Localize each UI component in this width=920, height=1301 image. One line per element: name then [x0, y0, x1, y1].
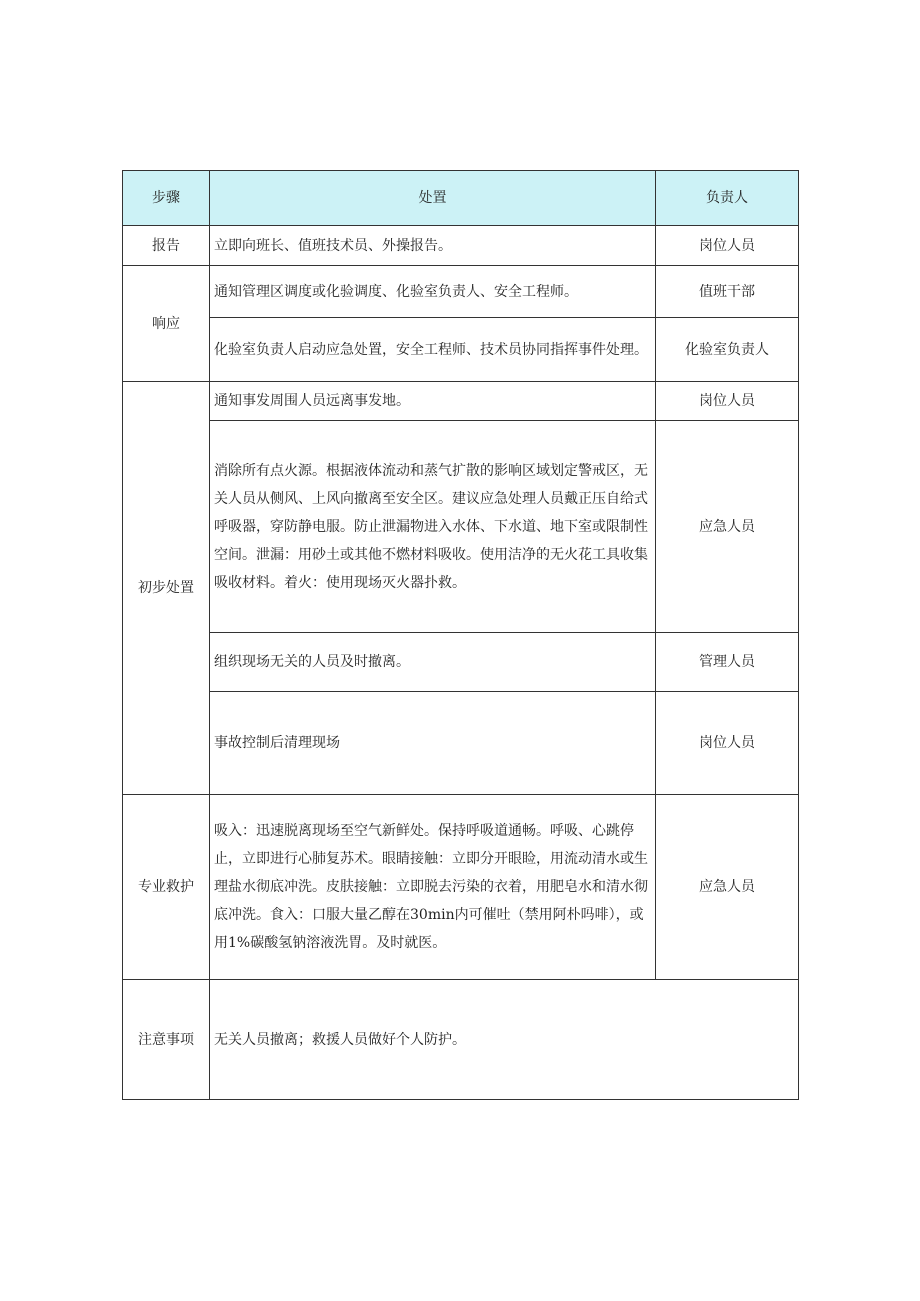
table-row	[123, 382, 799, 421]
step-professional-rescue: 专业救护	[123, 795, 210, 980]
step-response: 响应	[123, 266, 210, 382]
table-row	[123, 795, 799, 980]
responsible-cell: 化验室负责人	[656, 318, 799, 382]
action-cell: 吸入：迅速脱离现场至空气新鲜处。保持呼吸道通畅。呼吸、心跳停止，立即进行心肺复苏术。眼睛接触：立即分开眼睑，用流动清水或生理盐水彻底冲洗。皮肤接触：立即脱去污染的衣着，用肥皂水和清水彻底冲洗。食入：口服大量乙醇在30min内可催吐（禁用阿朴吗啡），或用1%碳酸氢钠溶液洗胃。及时就医。	[210, 795, 656, 980]
responsible-cell: 岗位人员	[656, 226, 799, 266]
table-row	[123, 226, 799, 266]
action-cell: 通知管理区调度或化验调度、化验室负责人、安全工程师。	[210, 266, 656, 318]
table-row	[123, 633, 799, 692]
action-cell: 立即向班长、值班技术员、外操报告。	[210, 226, 656, 266]
table-row	[123, 318, 799, 382]
action-cell: 消除所有点火源。根据液体流动和蒸气扩散的影响区域划定警戒区，无关人员从侧风、上风向撤离至安全区。建议应急处理人员戴正压自给式呼吸器，穿防静电服。防止泄漏物进入水体、下水道、地下室或限制性空间。泄漏：用砂土或其他不燃材料吸收。使用洁净的无火花工具收集吸收材料。着火：使用现场灭火器扑救。	[210, 421, 656, 633]
header-responsible: 负责人	[656, 171, 799, 226]
table-row	[123, 266, 799, 318]
table-row	[123, 980, 799, 1100]
action-cell: 通知事发周围人员远离事发地。	[210, 382, 656, 421]
responsible-cell: 值班干部	[656, 266, 799, 318]
responsible-cell: 岗位人员	[656, 692, 799, 795]
responsible-cell: 岗位人员	[656, 382, 799, 421]
header-action: 处置	[210, 171, 656, 226]
table-header-row	[123, 171, 799, 226]
responsible-cell: 管理人员	[656, 633, 799, 692]
action-cell: 事故控制后清理现场	[210, 692, 656, 795]
notes-cell: 无关人员撤离；救援人员做好个人防护。	[210, 980, 799, 1100]
responsible-cell: 应急人员	[656, 421, 799, 633]
action-cell: 化验室负责人启动应急处置，安全工程师、技术员协同指挥事件处理。	[210, 318, 656, 382]
action-cell: 组织现场无关的人员及时撤离。	[210, 633, 656, 692]
responsible-cell: 应急人员	[656, 795, 799, 980]
table-row	[123, 692, 799, 795]
header-step: 步骤	[123, 171, 210, 226]
step-report: 报告	[123, 226, 210, 266]
step-notes: 注意事项	[123, 980, 210, 1100]
step-initial-response: 初步处置	[123, 382, 210, 795]
emergency-procedure-table	[122, 170, 799, 1100]
table-row	[123, 421, 799, 633]
